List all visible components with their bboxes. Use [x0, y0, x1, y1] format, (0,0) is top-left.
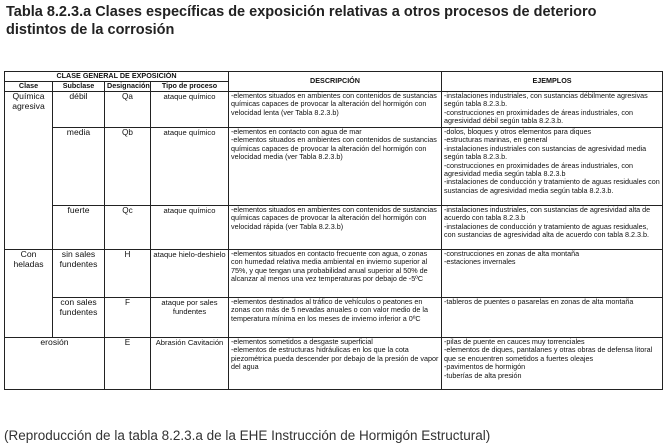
group-header: CLASE GENERAL DE EXPOSICIÓN	[5, 72, 229, 82]
ejemplos-cell: -tableros de puentes o pasarelas en zonas de alta montaña	[442, 298, 663, 338]
tipo-proceso-cell: ataque químico	[151, 206, 229, 250]
source-note: (Reproducción de la tabla 8.2.3.a de la EHE Instrucción de Hormigón Estructural)	[4, 428, 491, 443]
table-row	[5, 298, 663, 338]
subclase-cell: sin sales fundentes	[53, 250, 105, 298]
subclase-cell: con sales fundentes	[53, 298, 105, 338]
descripcion-cell: -elementos situados en contacto frecuente con agua, o zonas con humedad relativa media ambiental en invierno superior al 75%, y que tengan una probabilidad anual superior al 50% de alcanzar al menos una vez temperaturas por debajo de -5ºC	[229, 250, 442, 298]
tipo-proceso-cell: ataque químico	[151, 128, 229, 206]
header-tipo-proceso: Tipo de proceso	[151, 82, 229, 92]
ejemplos-cell: -dolos, bloques y otros elementos para diques -estructuras marinas, en general -instalaciones industriales con sustancias de agresividad media según tabla 8.2.3.b. -construcciones en proximidades de áreas industriales, con agresividad media según tabla 8.2.3.b -instalaciones de conducción y tratamiento de aguas residuales con sustancias de agresividad media según tabla 8.2.3.b.	[442, 128, 663, 206]
ejemplos-cell: -instalaciones industriales, con sustancias débilmente agresivas según tabla 8.2.3.b. -construcciones en proximidades de áreas industriales, con agresividad débil según tabla 8.2.3.b.	[442, 92, 663, 128]
designacion-cell: E	[105, 338, 151, 390]
designacion-cell: Qb	[105, 128, 151, 206]
table-row	[5, 206, 663, 250]
descripcion-cell: -elementos situados en ambientes con contenidos de sustancias químicas capaces de provocar la alteración del hormigón con velocidad lenta (ver Tabla 8.2.3.b)	[229, 92, 442, 128]
header-designacion: Designación	[105, 82, 151, 92]
table-row	[5, 128, 663, 206]
subclase-cell: fuerte	[53, 206, 105, 250]
designacion-cell: H	[105, 250, 151, 298]
clase-cell: Química agresiva	[5, 92, 53, 250]
tipo-proceso-cell: ataque químico	[151, 92, 229, 128]
table-title: Tabla 8.2.3.a Clases específicas de exposición relativas a otros procesos de deterioro distintos de la corrosión	[6, 4, 597, 38]
ejemplos-cell: -pilas de puente en cauces muy torrenciales -elementos de diques, pantalanes y otras obras de defensa litoral que se encuentren sometidos a fuertes oleajes -pavimentos de hormigón -tuberías de alta presión	[442, 338, 663, 390]
descripcion-cell: -elementos situados en ambientes con contenidos de sustancias químicas capaces de provocar la alteración del hormigón con velocidad rápida (ver Tabla 8.2.3.b)	[229, 206, 442, 250]
descripcion-cell: -elementos en contacto con agua de mar -elementos situados en ambientes con contenidos de sustancias químicas capaces de provocar la alteración del hormigón con velocidad media (ver Tabla 8.2.3.b)	[229, 128, 442, 206]
designacion-cell: F	[105, 298, 151, 338]
table-row	[5, 250, 663, 298]
subclase-cell: débil	[53, 92, 105, 128]
designacion-cell: Qc	[105, 206, 151, 250]
clase-cell: Con heladas	[5, 250, 53, 338]
table-row	[5, 92, 663, 128]
tipo-proceso-cell: ataque hielo-deshielo	[151, 250, 229, 298]
subclase-cell: erosión	[5, 338, 105, 390]
descripcion-cell: -elementos destinados al tráfico de vehículos o peatones en zonas con más de 5 nevadas anuales o con valor medio de la temperatura mínima en los meses de invierno inferior a 0ºC	[229, 298, 442, 338]
header-descripcion: DESCRIPCIÓN	[229, 72, 442, 92]
subclase-cell: media	[53, 128, 105, 206]
header-clase: Clase	[5, 82, 53, 92]
exposure-classes-table	[4, 71, 663, 390]
ejemplos-cell: -construcciones en zonas de alta montaña -estaciones invernales	[442, 250, 663, 298]
header-ejemplos: EJEMPLOS	[442, 72, 663, 92]
ejemplos-cell: -instalaciones industriales, con sustancias de agresividad alta de acuerdo con tabla 8.2.3.b -instalaciones de conducción y tratamiento de aguas residuales, con sustancias de agresividad alta de acuerdo con tabla 8.2.3.b.	[442, 206, 663, 250]
tipo-proceso-cell: ataque por sales fundentes	[151, 298, 229, 338]
designacion-cell: Qa	[105, 92, 151, 128]
tipo-proceso-cell: Abrasión Cavitación	[151, 338, 229, 390]
descripcion-cell: -elementos sometidos a desgaste superficial -elementos de estructuras hidráulicas en los que la cota piezométrica pueda descender por debajo de la presión de vapor del agua	[229, 338, 442, 390]
table-row	[5, 338, 663, 390]
header-subclase: Subclase	[53, 82, 105, 92]
